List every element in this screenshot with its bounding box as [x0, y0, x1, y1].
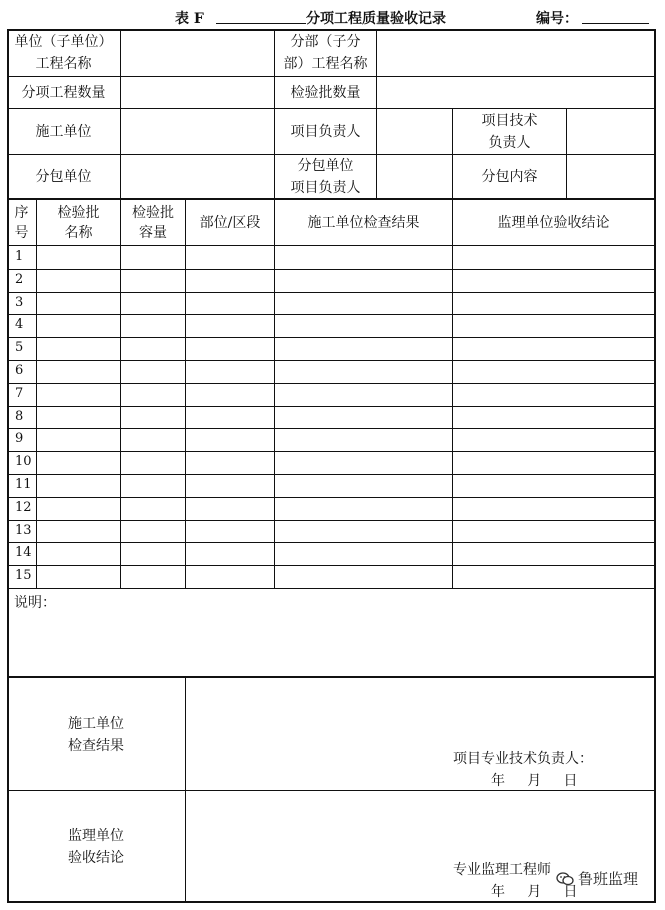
row-line [7, 337, 656, 338]
row-line [7, 269, 656, 270]
sub-content-field[interactable] [567, 155, 654, 198]
row-line [7, 383, 656, 384]
sub-content-label: 分包内容 [481, 168, 538, 185]
row-number: 7 [15, 385, 24, 401]
check-signer-label: 项目专业技术负责人： [453, 751, 593, 767]
row-number: 1 [15, 249, 24, 264]
pm-field[interactable] [377, 109, 452, 154]
row-line [7, 314, 656, 315]
row-number: 11 [15, 477, 32, 492]
subcontractor-field[interactable] [121, 155, 274, 198]
unit-name-label [7, 30, 120, 76]
col-check-header: 施工单位检查结果 [307, 214, 420, 231]
grid-line [7, 245, 656, 246]
row-line [7, 542, 656, 543]
form-header [0, 6, 665, 28]
subcontractor-label: 分包单位 [35, 168, 92, 185]
row-number: 12 [15, 499, 32, 515]
unit-name-field[interactable] [121, 30, 274, 76]
sub-pm-label-line1: 分包单位 [297, 157, 354, 174]
grid-line [120, 199, 121, 588]
row-line [7, 565, 656, 566]
row-line [7, 474, 656, 475]
row-number: 15 [15, 568, 32, 584]
row-line [7, 520, 656, 521]
grid-line [185, 199, 186, 588]
accept-signer-label: 专业监理工程师 [453, 862, 551, 878]
row-number: 2 [15, 271, 24, 287]
tech-lead-label-line2: 负责人 [488, 134, 531, 151]
row-number: 8 [15, 408, 24, 424]
grid-line [36, 199, 37, 588]
row-number: 5 [15, 340, 24, 356]
col-batch-capacity-header [121, 200, 185, 245]
row-line [7, 451, 656, 452]
grid-line [274, 199, 275, 588]
serial-label: 编号： [536, 11, 578, 27]
row-number: 10 [15, 454, 32, 470]
col-section-header: 部位/区段 [199, 214, 261, 231]
row-number: 6 [15, 363, 24, 378]
row-number: 14 [15, 545, 32, 561]
tech-lead-label-line1: 项目技术 [481, 112, 538, 129]
contractor-label: 施工单位 [35, 123, 92, 140]
col-batch-name-header-line1: 检验批 [57, 204, 100, 221]
note-field[interactable] [10, 612, 653, 674]
unit-name-label-line2: 工程名称 [35, 56, 92, 72]
row-number: 9 [15, 431, 24, 447]
accept-conclusion-label-line1: 监理单位 [68, 827, 124, 844]
tech-lead-field[interactable] [567, 109, 654, 154]
col-batch-capacity-header-line2: 容量 [139, 224, 167, 241]
row-line [7, 406, 656, 407]
col-batch-name-header-line2: 名称 [64, 224, 93, 241]
contractor-field[interactable] [121, 109, 274, 154]
row-line [7, 497, 656, 498]
batch-count-field[interactable] [377, 77, 654, 108]
sub-name-field[interactable] [377, 30, 654, 76]
check-date: 年 月 日 [491, 773, 578, 789]
tech-lead-label [453, 109, 566, 154]
item-count-label: 分项工程数量 [21, 84, 106, 101]
check-result-label [7, 679, 185, 790]
serial-blank-line [582, 23, 649, 24]
unit-name-label-line1: 单位（子单位） [14, 34, 113, 50]
form-title: 分项工程质量验收记录 [306, 11, 446, 27]
row-number: 4 [15, 317, 24, 333]
row-number: 3 [15, 294, 24, 310]
accept-date: 年 月 日 [491, 884, 578, 900]
col-seq-header-line2: 号 [14, 224, 29, 241]
sub-name-label-line1: 分部（子分 [290, 34, 361, 50]
row-line [7, 428, 656, 429]
item-count-field[interactable] [121, 77, 274, 108]
batch-count-label: 检验批数量 [290, 84, 361, 101]
grid-line [7, 676, 656, 678]
grid-line [452, 199, 453, 588]
watermark-text: 鲁班监理 [578, 870, 639, 888]
col-accept-header: 监理单位验收结论 [497, 214, 610, 231]
row-number: 13 [15, 522, 32, 538]
col-seq-header-line1: 序 [14, 204, 29, 221]
sub-pm-label-line2: 项目负责人 [290, 179, 361, 196]
table-number: 表 F [175, 11, 204, 27]
sub-name-label-line2: 部）工程名称 [283, 56, 368, 72]
note-label: 说明： [14, 595, 56, 611]
pm-label: 项目负责人 [290, 123, 361, 140]
check-result-label-line2: 检查结果 [68, 737, 124, 754]
check-result-field[interactable] [186, 679, 654, 790]
sub-name-label [275, 30, 376, 76]
col-seq-header [7, 200, 36, 245]
wechat-icon [556, 872, 574, 886]
row-line [7, 292, 656, 293]
check-result-label-line1: 施工单位 [68, 715, 124, 732]
sub-pm-field[interactable] [377, 155, 452, 198]
col-batch-name-header [37, 200, 120, 245]
watermark [556, 868, 638, 889]
row-line [7, 588, 656, 589]
row-line [7, 360, 656, 361]
accept-conclusion-label-line2: 验收结论 [68, 849, 124, 866]
accept-conclusion-label [7, 791, 185, 902]
title-blank-line [216, 23, 306, 24]
sub-pm-label [275, 155, 376, 198]
col-batch-capacity-header-line1: 检验批 [132, 204, 174, 221]
